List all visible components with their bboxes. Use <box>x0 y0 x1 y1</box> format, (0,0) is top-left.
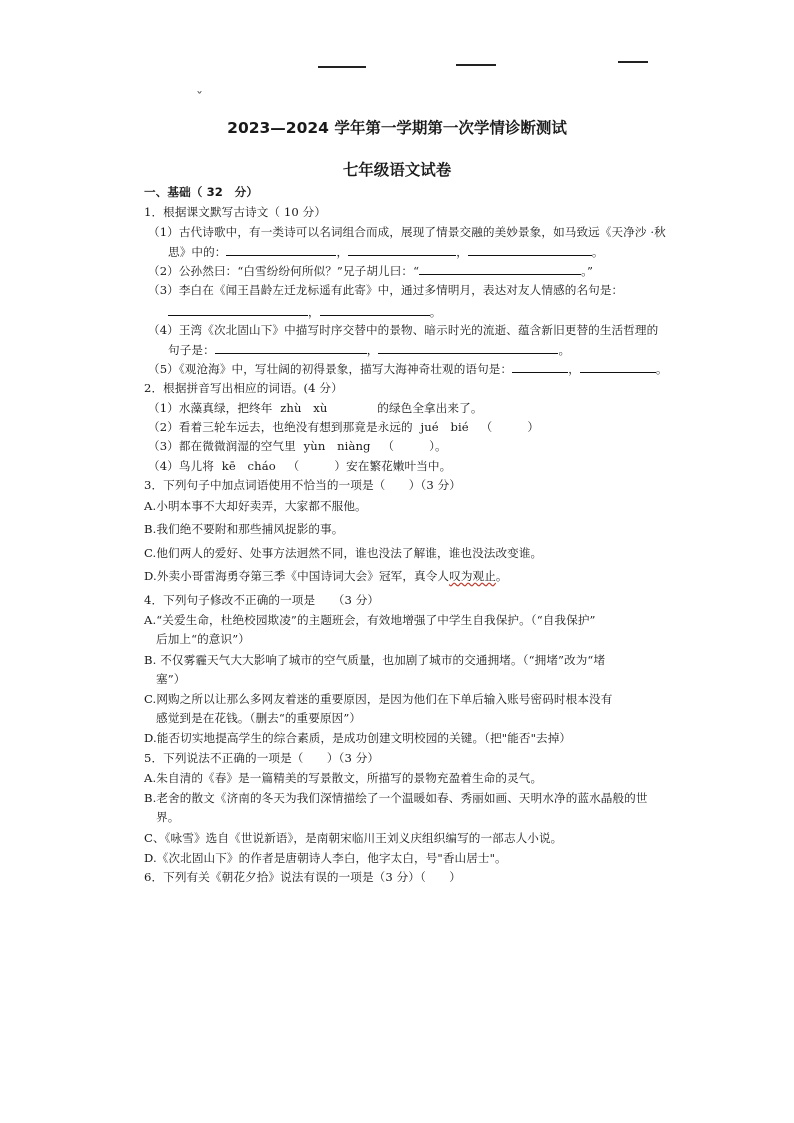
q2-item4-text: （4）鸟儿将 <box>148 459 214 473</box>
q4-option-a-line2: 后加上“的意识”） <box>156 632 250 646</box>
answer-blank[interactable] <box>226 243 336 256</box>
q1-item2-end: 。” <box>581 264 594 278</box>
answer-blank[interactable] <box>512 360 568 373</box>
q3-option-d-marked-phrase: 叹为观止 <box>449 569 496 583</box>
q2-item3-answer[interactable]: （ ）。 <box>382 439 447 453</box>
q1-item1-cont: 思》中的： <box>168 245 227 259</box>
q2-item1 <box>148 400 483 416</box>
q2-item4 <box>148 458 451 474</box>
q2-stem: 2．根据拼音写出相应的词语。(4 分） <box>144 381 343 395</box>
q3-option-d-end: 。 <box>495 569 508 583</box>
scan-smudge: ˇ <box>196 90 203 106</box>
answer-blank[interactable] <box>378 341 558 354</box>
q2-item3 <box>148 438 447 454</box>
q4-option-b[interactable]: B. 不仅雾霾天气大大影响了城市的空气质量，也加剧了城市的交通拥堵。（“拥堵”改为“堵 <box>144 653 606 667</box>
answer-blank[interactable] <box>580 360 656 373</box>
q3-option-d-text: D.外卖小哥雷海勇夺第三季《中国诗词大会》冠军，真令人 <box>144 569 450 583</box>
q3-option-d[interactable] <box>144 568 508 584</box>
q5-option-a[interactable]: A.朱自清的《春》是一篇精美的写景散文，所描写的景物充盈着生命的灵气。 <box>144 771 543 785</box>
q2-item2 <box>148 419 539 435</box>
q2-item2-answer[interactable]: （ ） <box>480 420 540 434</box>
q4-option-b-line2: 塞”） <box>156 672 186 686</box>
q5-stem: 5．下列说法不正确的一项是（ ）（3 分） <box>144 751 380 765</box>
q1-item1-text: （1）古代诗歌中，有一类诗可以名词组合而成，展现了情景交融的美妙景象，如马致远《天净沙 ·秋 <box>148 225 666 239</box>
q1-item3-blanks: ， 。 <box>168 303 441 320</box>
q1-item3-text: （3）李白在《闻王昌龄左迁龙标遥有此寄》中，通过多情明月，表达对友人情感的名句是： <box>148 283 624 297</box>
q4-option-c-line2: 感觉到是在花钱。（删去“的重要原因”） <box>156 711 362 725</box>
q3-option-b[interactable]: B.我们绝不要附和那些捕风捉影的事。 <box>144 522 344 536</box>
exam-subtitle: 七年级语文试卷 <box>342 161 452 179</box>
answer-blank[interactable] <box>468 243 592 256</box>
q1-item2 <box>148 262 593 279</box>
answer-blank[interactable] <box>348 243 456 256</box>
q1-item5: （5）《观沧海》中，写壮阔的初得景象，描写大海神奇壮观的语句是： ， 。 <box>148 362 668 376</box>
q2-item2-text: （2）看着三轮车远去，也绝没有想到那竟是永远的 <box>148 420 413 434</box>
q1-stem: 1．根据课文默写古诗文（ 10 分） <box>144 205 327 219</box>
exam-title: 2023—2024 学年第一学期第一次学情诊断测试 <box>227 119 567 137</box>
q6-stem: 6．下列有关《朝花夕拾》说法有误的一项是（3 分）（ ） <box>144 870 461 884</box>
q5-option-b[interactable]: B.老舍的散文《济南的冬天为我们深情描绘了一个温暖如春、秀丽如画、天明水净的蓝水晶般的世 <box>144 791 648 805</box>
q1-item4-text: （4）王湾《次北固山下》中描写时序交替中的景物、暗示时光的流逝、蕴含新旧更替的生活哲理的 <box>148 323 659 337</box>
q3-option-a[interactable]: A.小明本事不大却好卖弄，大家都不服他。 <box>144 499 367 513</box>
q4-stem: 4．下列句子修改不正确的一项是 （3 分） <box>144 593 380 607</box>
q2-item1-text: （1）水藻真绿，把终年 <box>148 401 273 415</box>
q1-item5-text: （5）《观沧海》中，写壮阔的初得景象，描写大海神奇壮观的语句是： <box>148 362 513 376</box>
q4-option-d[interactable]: D.能否切实地提高学生的综合素质，是成功创建文明校园的关键。（把"能否"去掉） <box>144 731 572 745</box>
q1-item1-line2: 思》中的： ， ， 。 <box>168 245 604 259</box>
scan-mark <box>456 64 496 66</box>
q1-item2-text: （2）公孙然曰：“白雪纷纷何所似？”兄子胡儿曰：“ <box>148 264 420 278</box>
answer-blank[interactable] <box>320 303 430 316</box>
q2-item3-pinyin: yùn niàng <box>303 439 371 453</box>
answer-blank[interactable] <box>419 262 581 275</box>
q2-item1-end: 的绿色全拿出来了。 <box>377 401 483 415</box>
scan-mark <box>618 61 648 63</box>
q5-option-b-line2: 界。 <box>156 810 180 824</box>
scan-mark <box>318 66 366 68</box>
q1-item4-cont: 句子是： <box>168 343 215 357</box>
answer-blank[interactable] <box>168 303 308 316</box>
q2-item1-pinyin: zhù xù <box>280 401 328 415</box>
q4-option-c[interactable]: C.网购之所以让那么多网友着迷的重要原因，是因为他们在下单后输入账号密码时根本没有 <box>144 692 613 706</box>
q4-option-a[interactable]: A.“关爱生命，杜绝校园欺凌”的主题班会，有效地增强了中学生自我保护。（“自我保护” <box>144 613 596 627</box>
answer-blank[interactable] <box>215 341 367 354</box>
q1-item4-line2: 句子是： ， 。 <box>168 343 571 357</box>
q2-item3-text: （3）都在微微润湿的空气里 <box>148 439 296 453</box>
q2-item4-answer[interactable]: （ ）安在繁花嫩叶当中。 <box>287 459 452 473</box>
q3-stem: 3．下列句子中加点词语使用不恰当的一项是（ ）（3 分） <box>144 478 461 492</box>
q5-option-c[interactable]: C、《咏雪》选自《世说新语》，是南朝宋临川王刘义庆组织编写的一部志人小说。 <box>144 831 563 845</box>
q2-item4-pinyin: kē cháo <box>221 459 276 473</box>
q2-item2-pinyin: jué bié <box>420 420 469 434</box>
q3-option-c[interactable]: C.他们两人的爱好、处事方法迥然不同，谁也没法了解谁，谁也没法改变谁。 <box>144 546 543 560</box>
section-heading: 一、基础（ 32 分） <box>144 185 259 199</box>
q5-option-d[interactable]: D.《次北固山下》的作者是唐朝诗人李白，他字太白，号"香山居士"。 <box>144 851 507 865</box>
